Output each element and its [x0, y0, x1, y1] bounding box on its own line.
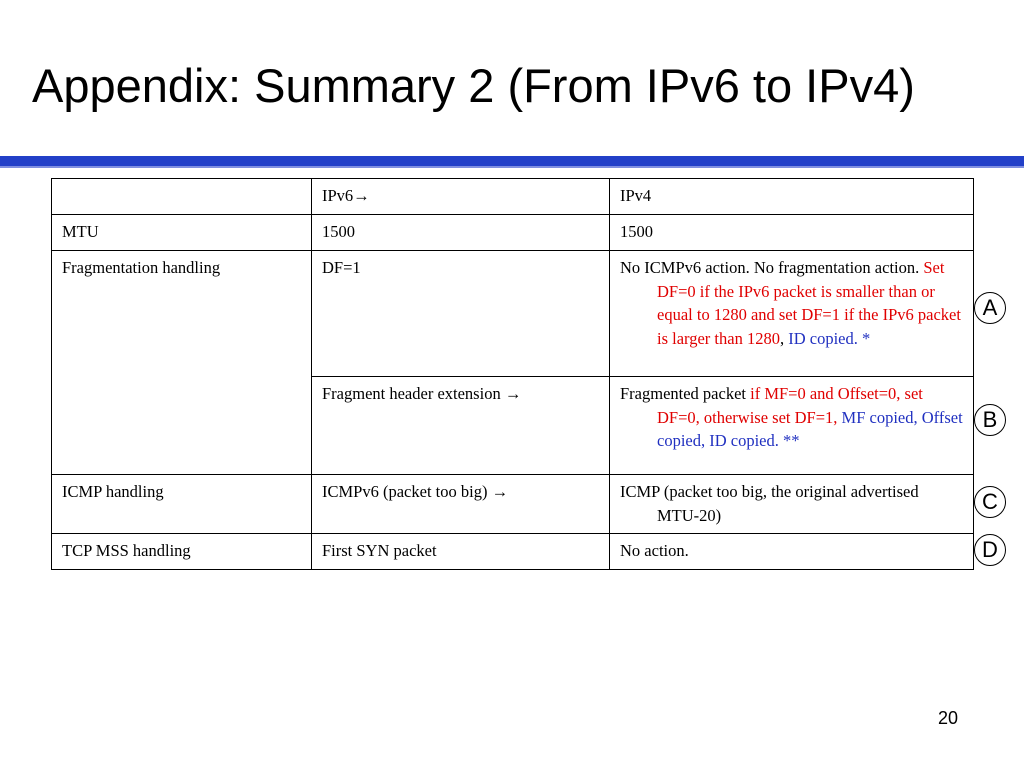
cell-frag-a-ipv6: DF=1 — [312, 251, 610, 377]
cell-frag-a-ipv4 — [610, 251, 974, 377]
cell-frag-b-ipv4 — [610, 377, 974, 475]
frag-b-ipv6-text: Fragment header extension — [322, 384, 505, 403]
frag-a-red-text: Set DF=0 if the IPv6 packet is smaller than or equal to 1280 and set DF=1 if the IPv6 packet is larger than 1280 — [657, 258, 961, 348]
frag-a-separator: , — [779, 328, 785, 348]
frag-b-plain-text: Fragmented packet — [620, 384, 751, 403]
frag-b-blue-text: MF copied, Offset copied, ID copied. ** — [657, 407, 963, 450]
title-divider-shadow — [0, 166, 1024, 168]
marker-b: B — [974, 404, 1006, 436]
cell-icmp-ipv6 — [312, 475, 610, 534]
header-cell-empty — [52, 179, 312, 215]
cell-frag-b-ipv6 — [312, 377, 610, 475]
table-row-mtu — [52, 215, 974, 251]
cell-mtu-ipv4: 1500 — [610, 215, 974, 251]
icmp-ipv4-text: ICMP (packet too big, the original advertised MTU-20) — [620, 482, 919, 525]
summary-table — [51, 178, 974, 570]
frag-a-blue-text: ID copied. * — [784, 328, 871, 348]
table-row-tcp-mss — [52, 534, 974, 570]
icmp-ipv6-text: ICMPv6 (packet too big) — [322, 482, 492, 501]
marker-a: A — [974, 292, 1006, 324]
row-label-tcp-mss: TCP MSS handling — [52, 534, 312, 570]
right-arrow-icon: → — [491, 482, 509, 501]
row-label-fragmentation: Fragmentation handling — [52, 251, 312, 475]
right-arrow-icon: → — [353, 186, 370, 205]
table-header-row — [52, 179, 974, 215]
table-row-fragmentation-a — [52, 251, 974, 377]
slide-title: Appendix: Summary 2 (From IPv6 to IPv4) — [32, 59, 915, 112]
frag-a-plain-text: No ICMPv6 action. No fragmentation action. — [620, 258, 924, 277]
cell-tcp-ipv6: First SYN packet — [312, 534, 610, 570]
row-label-mtu: MTU — [52, 215, 312, 251]
header-ipv6-label: IPv6 — [322, 186, 354, 205]
right-arrow-icon: → — [504, 384, 522, 403]
cell-tcp-ipv4: No action. — [610, 534, 974, 570]
row-label-icmp: ICMP handling — [52, 475, 312, 534]
page-number: 20 — [938, 708, 959, 728]
frag-b-red-text: if MF=0 and Offset=0, set DF=0, otherwise set DF=1, — [657, 384, 923, 427]
cell-icmp-ipv4 — [610, 475, 974, 534]
title-divider — [0, 156, 1024, 166]
header-cell-ipv4: IPv4 — [610, 179, 974, 215]
marker-c: C — [974, 486, 1006, 518]
marker-d: D — [974, 534, 1006, 566]
table-row-icmp — [52, 475, 974, 534]
header-cell-ipv6 — [312, 179, 610, 215]
cell-mtu-ipv6: 1500 — [312, 215, 610, 251]
